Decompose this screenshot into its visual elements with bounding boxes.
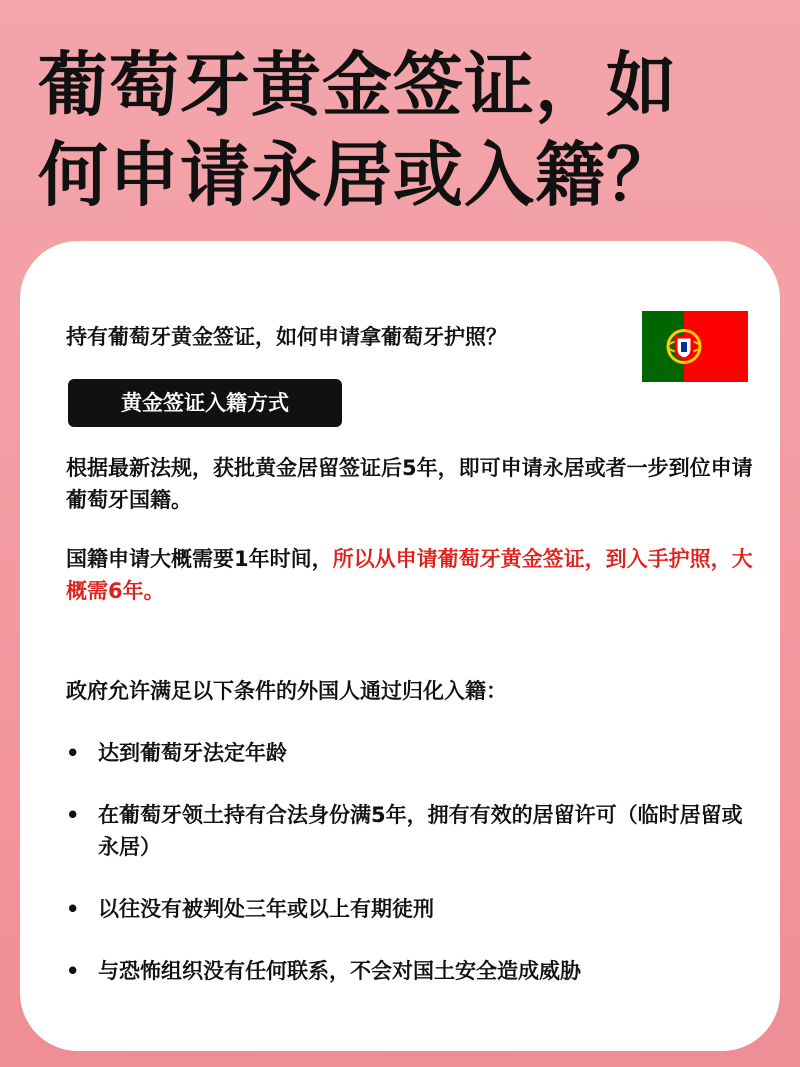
list-item	[66, 955, 756, 987]
page-title	[38, 40, 778, 220]
paragraph-timeline-highlight: 所以从申请葡萄牙黄金签证，到入手护照，大概需6年。	[66, 547, 753, 603]
list-item-text: 在葡萄牙领土持有合法身份满5年，拥有有效的居留许可（临时居留或永居）	[98, 803, 743, 859]
page-title-line-1: 葡萄牙黄金签证，如	[38, 44, 677, 126]
conditions-list	[66, 737, 756, 1017]
conditions-heading: 政府允许满足以下条件的外国人通过归化入籍：	[66, 679, 507, 703]
bullet-icon: •	[66, 897, 80, 921]
content-card	[20, 241, 780, 1051]
list-item-text: 达到葡萄牙法定年龄	[98, 741, 287, 765]
list-item	[66, 737, 756, 769]
paragraph-timeline	[66, 543, 756, 607]
paragraph-timeline-plain: 国籍申请大概需要1年时间，	[66, 547, 333, 571]
list-item	[66, 799, 756, 863]
list-item-text: 以往没有被判处三年或以上有期徒刑	[98, 897, 434, 921]
list-item	[66, 893, 756, 925]
list-item-text: 与恐怖组织没有任何联系，不会对国土安全造成威胁	[98, 959, 581, 983]
section-badge: 黄金签证入籍方式	[68, 379, 342, 427]
bullet-icon: •	[66, 959, 80, 983]
question-text: 持有葡萄牙黄金签证，如何申请拿葡萄牙护照？	[66, 325, 507, 349]
bullet-icon: •	[66, 803, 80, 827]
paragraph-regulation: 根据最新法规，获批黄金居留签证后5年，即可申请永居或者一步到位申请葡萄牙国籍。	[66, 456, 753, 512]
page-title-line-2: 何申请永居或入籍？	[38, 134, 677, 216]
portugal-flag-icon	[642, 311, 748, 382]
flag-red-band	[684, 311, 748, 382]
flag-shield-inner	[681, 342, 687, 352]
bullet-icon: •	[66, 741, 80, 765]
